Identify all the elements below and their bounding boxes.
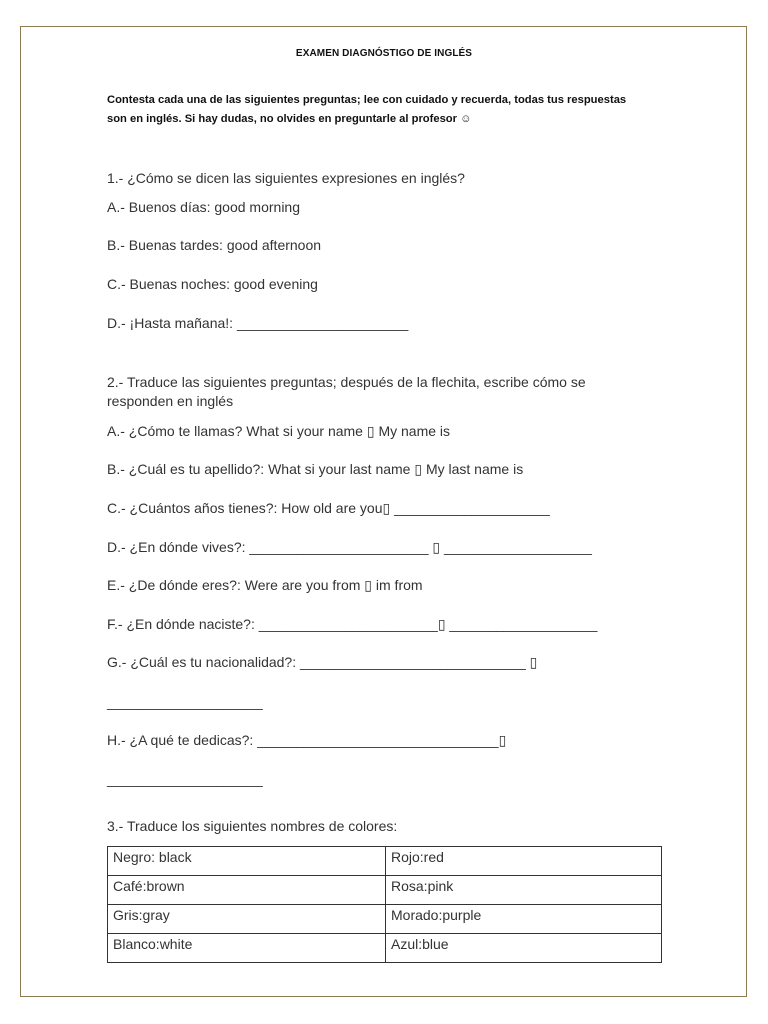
section-2-item-d: D.- ¿En dónde vives?: _______________________ ▯ ___________________ xyxy=(107,539,592,555)
exam-title: EXAMEN DIAGNÓSTIGO DE INGLÉS xyxy=(295,48,473,59)
table-row xyxy=(108,876,662,905)
table-row xyxy=(108,847,662,876)
table-row xyxy=(108,905,662,934)
section-1-item-b: B.- Buenas tardes: good afternoon xyxy=(107,237,322,253)
section-2-item-h-answer-line: ____________________ xyxy=(107,771,263,787)
section-2-item-c: C.- ¿Cuántos años tienes?: How old are you▯ ____________________ xyxy=(107,500,550,516)
table-row xyxy=(108,934,662,963)
section-2-heading-line-1: 2.- Traduce las siguientes preguntas; después de la flechita, escribe cómo se xyxy=(107,374,586,390)
table-cell: Negro: black xyxy=(108,847,386,876)
section-2-heading-line-2: responden en inglés xyxy=(107,393,234,409)
table-cell: Café:brown xyxy=(108,876,386,905)
section-2-item-e: E.- ¿De dónde eres?: Were are you from ▯ im from xyxy=(107,577,423,593)
section-2-item-f: F.- ¿En dónde naciste?: _______________________▯ ___________________ xyxy=(107,616,598,632)
table-cell: Azul:blue xyxy=(386,934,662,963)
colors-table xyxy=(107,846,662,963)
instructions-line-2: son en inglés. Si hay dudas, no olvides en preguntarle al profesor ☺ xyxy=(107,113,472,125)
table-cell: Blanco:white xyxy=(108,934,386,963)
section-2-item-g-answer-line: ____________________ xyxy=(107,694,263,710)
section-3-heading: 3.- Traduce los siguientes nombres de colores: xyxy=(107,818,398,834)
section-1-heading: 1.- ¿Cómo se dicen las siguientes expresiones en inglés? xyxy=(107,170,465,186)
section-2-item-b: B.- ¿Cuál es tu apellido?: What si your last name ▯ My last name is xyxy=(107,461,524,477)
section-2-item-h: H.- ¿A qué te dedicas?: _______________________________▯ xyxy=(107,732,507,748)
section-1-item-a: A.- Buenos días: good morning xyxy=(107,199,301,215)
section-2-item-g: G.- ¿Cuál es tu nacionalidad?: _____________________________ ▯ xyxy=(107,654,538,670)
table-cell: Rojo:red xyxy=(386,847,662,876)
section-2-item-a: A.- ¿Cómo te llamas? What si your name ▯ My name is xyxy=(107,423,451,439)
table-cell: Rosa:pink xyxy=(386,876,662,905)
section-1-item-c: C.- Buenas noches: good evening xyxy=(107,276,318,292)
section-1-item-d: D.- ¡Hasta mañana!: ______________________ xyxy=(107,315,409,331)
instructions-line-1: Contesta cada una de las siguientes preguntas; lee con cuidado y recuerda, todas tus respuestas xyxy=(107,94,627,106)
table-cell: Morado:purple xyxy=(386,905,662,934)
table-cell: Gris:gray xyxy=(108,905,386,934)
